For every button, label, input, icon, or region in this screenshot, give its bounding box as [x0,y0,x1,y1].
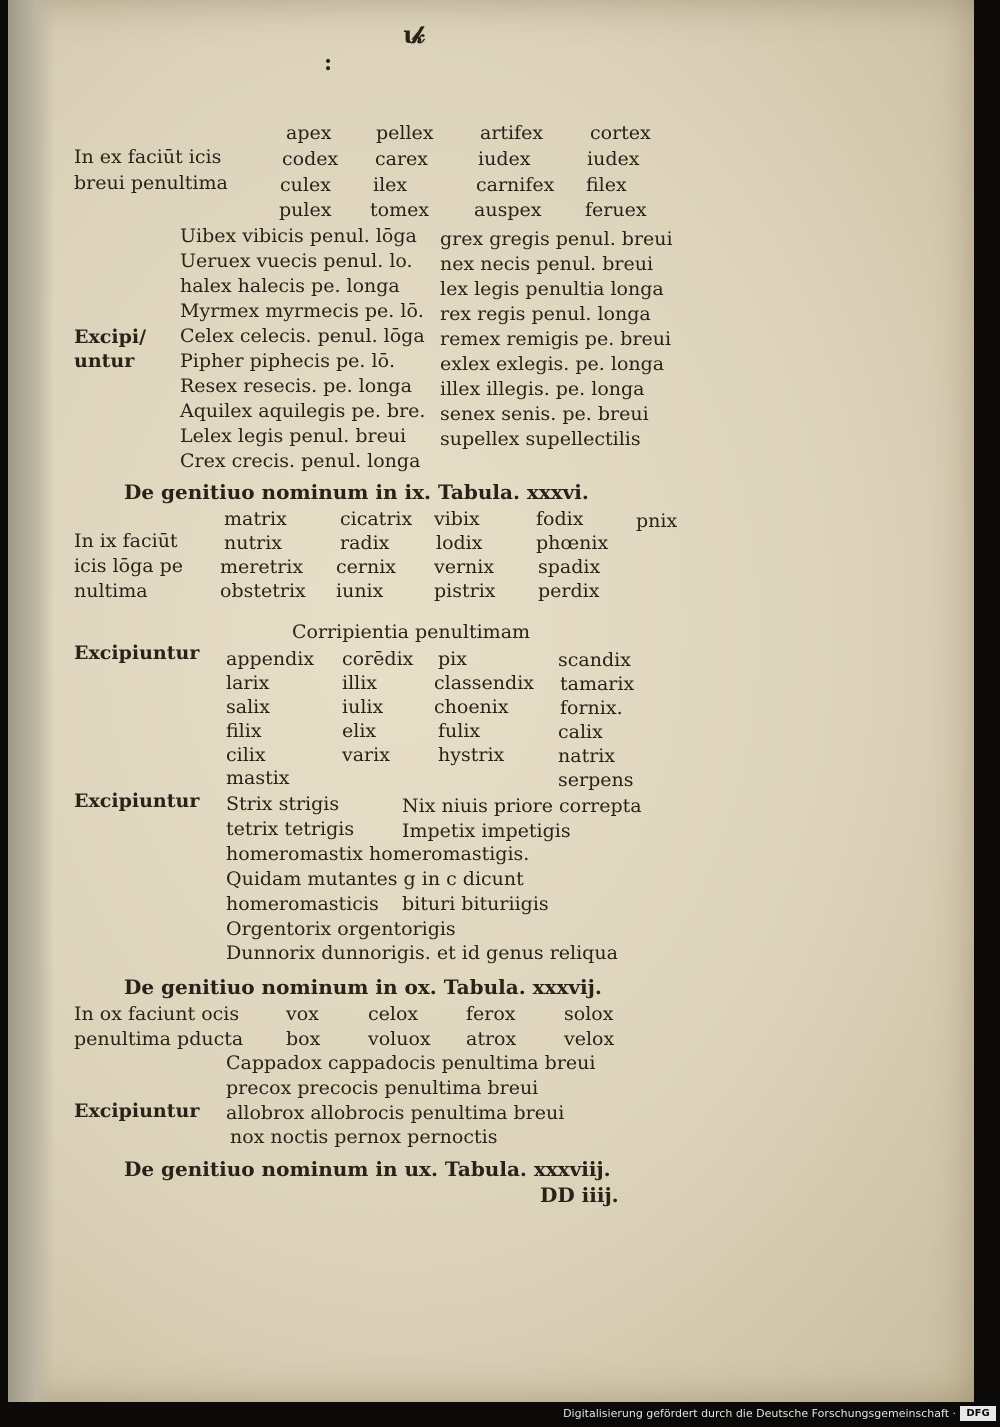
exception-entry: Quidam mutantes g in c dicunt [226,868,524,890]
word: vox [286,1003,319,1025]
word: pellex [376,122,434,144]
exception-entry: Resex resecis. pe. longa [180,375,412,397]
word: varix [342,744,390,766]
exception-entry: Cappadox cappadocis penultima breui [226,1052,596,1074]
exception-entry: Myrmex myrmecis pe. lō. [180,300,424,322]
exception-entry: senex senis. pe. breui [440,403,649,425]
word: voluox [368,1028,431,1050]
footer-credit: Digitalisierung gefördert durch die Deutsche Forschungsgemeinschaft · [563,1407,956,1420]
rule-line: nultima [74,580,148,602]
word: phœnix [536,532,609,554]
exception-entry: Crex crecis. penul. longa [180,450,421,472]
word: pix [438,648,467,670]
word: fodix [536,508,584,530]
word: pnix [636,510,678,532]
exception-entry: Lelex legis penul. breui [180,425,407,447]
word: mastix [226,767,290,789]
word: carnifex [476,174,555,196]
word: iudex [587,148,640,170]
word: culex [280,174,331,196]
word: ilex [373,174,408,196]
word: tomex [370,199,430,221]
word: iunix [336,580,384,602]
word: vernix [434,556,495,578]
word: iudex [478,148,531,170]
word: pulex [279,199,332,221]
subheading: Corripientia penultimam [292,621,531,643]
rule-line: icis lōga pe [74,555,184,577]
signature-mark: DD iiij. [540,1183,619,1207]
word: cortex [590,122,651,144]
section-heading: De genitiuo nominum in ox. Tabula. xxxvij. [124,975,602,999]
word: fornix. [560,697,623,719]
word: auspex [474,199,542,221]
footer-bar [0,1402,1000,1427]
word: iulix [342,696,384,718]
exceptions-label: Excipiuntur [74,642,200,664]
word: radix [340,532,390,554]
word: velox [564,1028,615,1050]
exceptions-label: Excipiuntur [74,1100,200,1122]
exception-entry: Orgentorix orgentorigis [226,918,456,940]
exceptions-label: untur [74,350,135,372]
exception-entry: remex remigis pe. breui [440,328,672,350]
rule-line: In ox faciunt ocis [74,1003,240,1025]
word: atrox [466,1028,517,1050]
word: carex [375,148,429,170]
exception-entry: illex illegis. pe. longa [440,378,645,400]
word: hystrix [438,744,505,766]
word: serpens [558,769,634,791]
word: spadix [538,556,601,578]
exception-entry: supellex supellectilis [440,428,641,450]
word: filex [586,174,627,196]
rule-line: penultima pducta [74,1028,244,1050]
exception-entry: homeromasticis [226,893,379,915]
word: calix [558,721,603,743]
word: lodix [436,532,483,554]
exceptions-label: Excipi/ [74,326,147,348]
exception-entry: tetrix tetrigis [226,818,355,840]
section-heading: De genitiuo nominum in ix. Tabula. xxxvi. [124,480,589,504]
exception-entry: lex legis penultia longa [440,278,664,300]
word: perdix [538,580,600,602]
word: filix [226,720,262,742]
exception-entry: Celex celecis. penul. lōga [180,325,425,347]
word: elix [342,720,377,742]
section-heading: De genitiuo nominum in ux. Tabula. xxxviij. [124,1157,611,1181]
word: matrix [224,508,287,530]
exception-entry: Aquilex aquilegis pe. bre. [180,400,426,422]
word: celox [368,1003,419,1025]
word: apex [286,122,332,144]
exception-entry: grex gregis penul. breui [440,228,673,250]
exceptions-label: Excipiuntur [74,790,200,812]
exception-entry: nox noctis pernox pernoctis [230,1126,498,1148]
word: pistrix [434,580,496,602]
dfg-logo-icon: DFG [960,1406,996,1421]
word: solox [564,1003,614,1025]
word: feruex [585,199,647,221]
rule-line: breui penultima [74,172,228,194]
exception-entry: Impetix impetigis [402,820,571,842]
page-gutter [8,0,54,1402]
exception-entry: homeromastix homeromastigis. [226,843,530,865]
word: meretrix [220,556,304,578]
exception-entry: nex necis penul. breui [440,253,654,275]
word: choenix [434,696,509,718]
word: classendix [434,672,534,694]
exception-entry: Uibex vibicis penul. lōga [180,225,417,247]
exception-entry: halex halecis pe. longa [180,275,400,297]
word: codex [282,148,339,170]
exception-entry: exlex exlegis. pe. longa [440,353,665,375]
word: ferox [466,1003,516,1025]
word: illix [342,672,378,694]
word: natrix [558,745,616,767]
word: salix [226,696,270,718]
word: larix [226,672,270,694]
rule-line: In ix faciūt [74,530,178,552]
word: appendix [226,648,315,670]
exception-entry: Dunnorix dunnorigis. et id genus reliqua [226,942,618,964]
exception-entry: Pipher piphecis pe. lō. [180,350,396,372]
word: scandix [558,649,631,671]
word: corēdix [342,648,414,670]
exception-entry: Strix strigis [226,793,340,815]
exception-entry: Nix niuis priore correpta [402,795,642,817]
word: cilix [226,744,266,766]
rule-line: In ex faciūt icis [74,146,222,168]
word: cicatrix [340,508,413,530]
word: vibix [434,508,480,530]
word: artifex [480,122,544,144]
exception-entry: precox precocis penultima breui [226,1077,539,1099]
word: obstetrix [220,580,306,602]
word: fulix [438,720,481,742]
exception-entry: allobrox allobrocis penultima breui [226,1102,565,1124]
word: tamarix [560,673,635,695]
word: cernix [336,556,396,578]
word: box [286,1028,321,1050]
word: nutrix [224,532,282,554]
page-header-fragment: ɩ𝓀 [403,20,425,49]
book-page [8,0,974,1402]
exception-entry: rex regis penul. longa [440,303,651,325]
page-header-dots: : [324,50,333,76]
exception-entry: Ueruex vuecis penul. lo. [180,250,413,272]
exception-entry: bituri bituriigis [402,893,549,915]
